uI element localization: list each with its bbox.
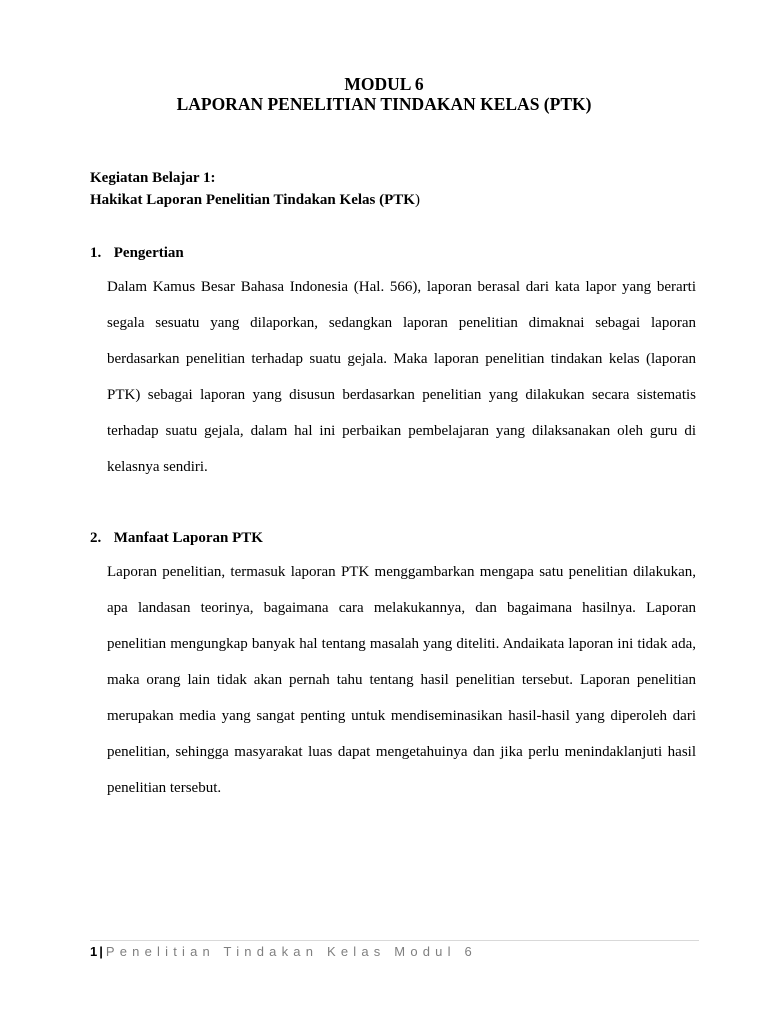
- section-body-pengertian: Dalam Kamus Besar Bahasa Indonesia (Hal. 566), laporan berasal dari kata lapor yang berarti segala sesuatu yang dilaporkan, sedangkan laporan penelitian dimaknai sebagai laporan berdasarkan penelitian terhadap suatu gejala. Maka laporan penelitian tindakan kelas (laporan PTK) sebagai laporan yang disusun berdasarkan penelitian yang dilakukan secara sistematis terhadap suatu gejala, dalam hal ini perbaikan pembelajaran yang dilaksanakan oleh guru di kelasnya sendiri.: [107, 279, 696, 475]
- footer-separator: |: [99, 944, 103, 959]
- section-title: Pengertian: [113, 245, 184, 261]
- kegiatan-title: [90, 191, 420, 209]
- section-heading-pengertian: [90, 244, 184, 262]
- document-title: LAPORAN PENELITIAN TINDAKAN KELAS (PTK): [176, 94, 592, 114]
- kegiatan-label: Kegiatan Belajar 1:: [90, 170, 216, 186]
- kegiatan-title-text: Hakikat Laporan Penelitian Tindakan Kelas (PTK: [90, 192, 415, 208]
- module-number: MODUL 6: [344, 74, 424, 94]
- section-heading-manfaat: [90, 529, 263, 547]
- section-number: 2.: [90, 530, 102, 546]
- kegiatan-title-end: ): [414, 192, 420, 208]
- page-footer: [90, 943, 477, 961]
- section-number: 1.: [90, 245, 102, 261]
- section-title: Manfaat Laporan PTK: [113, 530, 263, 546]
- footer-divider: [90, 940, 699, 941]
- section-body-manfaat: Laporan penelitian, termasuk laporan PTK menggambarkan mengapa satu penelitian dilakukan, apa landasan teorinya, bagaimana cara melakukannya, dan bagaimana hasilnya. Laporan penelitian mengungkap banyak hal tentang masalah yang diteliti. Andaikata laporan ini tidak ada, maka orang lain tidak akan pernah tahu tentang hasil penelitian tersebut. Laporan penelitian merupakan media yang sangat penting untuk mendiseminasikan hasil-hasil yang diperoleh dari penelitian, sehingga masyarakat luas dapat mengetahuinya dan jika perlu menindaklanjuti hasil penelitian tersebut.: [107, 564, 696, 796]
- footer-text: Penelitian Tindakan Kelas Modul 6: [105, 944, 477, 959]
- page-number: 1: [90, 944, 98, 959]
